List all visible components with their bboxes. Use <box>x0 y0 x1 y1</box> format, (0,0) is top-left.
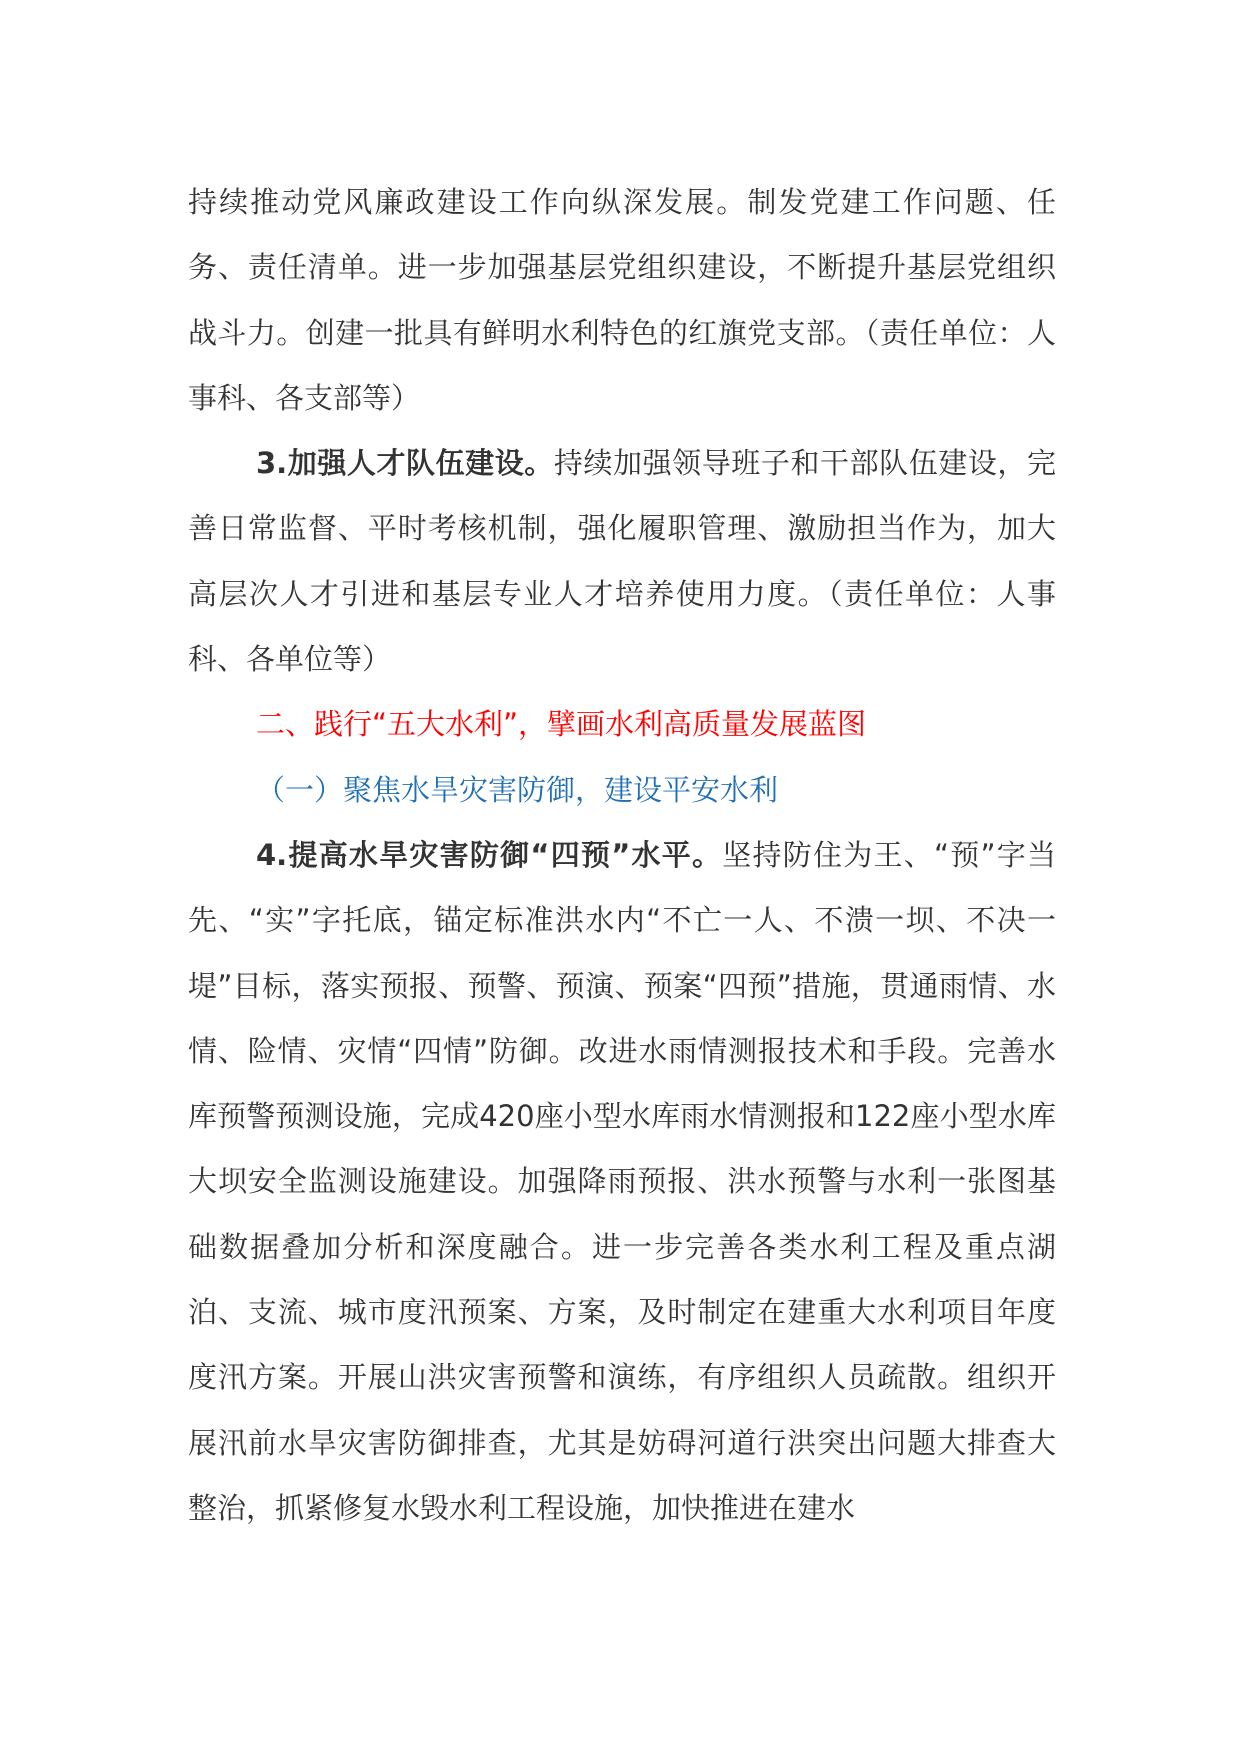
paragraph-text: 持续推动党风廉政建设工作向纵深发展。制发党建工作问题、任务、责任清单。进一步加强基层党组织建设，不断提升基层党组织战斗力。创建一批具有鲜明水利特色的红旗党支部。（责任单位：人事科、各支部等） <box>188 185 1056 415</box>
paragraph-flood-drought-defense <box>188 823 1056 1541</box>
item-4-lead: 4.提高水旱灾害防御“四预”水平。 <box>256 837 723 872</box>
paragraph-party-building <box>188 170 1056 431</box>
section-heading-2: 二、践行“五大水利”，擘画水利高质量发展蓝图 <box>256 707 867 742</box>
paragraph-text: 持续加强领导班子和干部队伍建设，完善日常监督、平时考核机制，强化履职管理、激励担当作为，加大高层次人才引进和基层专业人才培养使用力度。（责任单位：人事科、各单位等） <box>188 446 1056 677</box>
paragraph-text: 坚持防住为王、“预”字当先、“实”字托底，锚定标准洪水内“不亡一人、不溃一坝、不决一堤”目标，落实预报、预警、预演、预案“四预”措施，贯通雨情、水情、险情、灾情“四情”防御。改进水雨情测报技术和手段。完善水库预警预测设施，完成420座小型水库雨水情测报和122座小型水库大坝安全监测设施建设。加强降雨预报、洪水预警与水利一张图基础数据叠加分析和深度融合。进一步完善各类水利工程及重点湖泊、支流、城市度汛预案、方案，及时制定在建重大水利项目年度度汛方案。开展山洪灾害预警和演练，有序组织人员疏散。组织开展汛前水旱灾害防御排查，尤其是妨碍河道行洪突出问题大排查大整治，抓紧修复水毁水利工程设施，加快推进在建水 <box>188 837 1056 1525</box>
paragraph-talent-team <box>188 431 1056 692</box>
document-page <box>188 170 1056 1541</box>
item-3-lead: 3.加强人才队伍建设。 <box>256 446 554 481</box>
subsection-heading-1: （一）聚焦水旱灾害防御，建设平安水利 <box>256 772 779 807</box>
